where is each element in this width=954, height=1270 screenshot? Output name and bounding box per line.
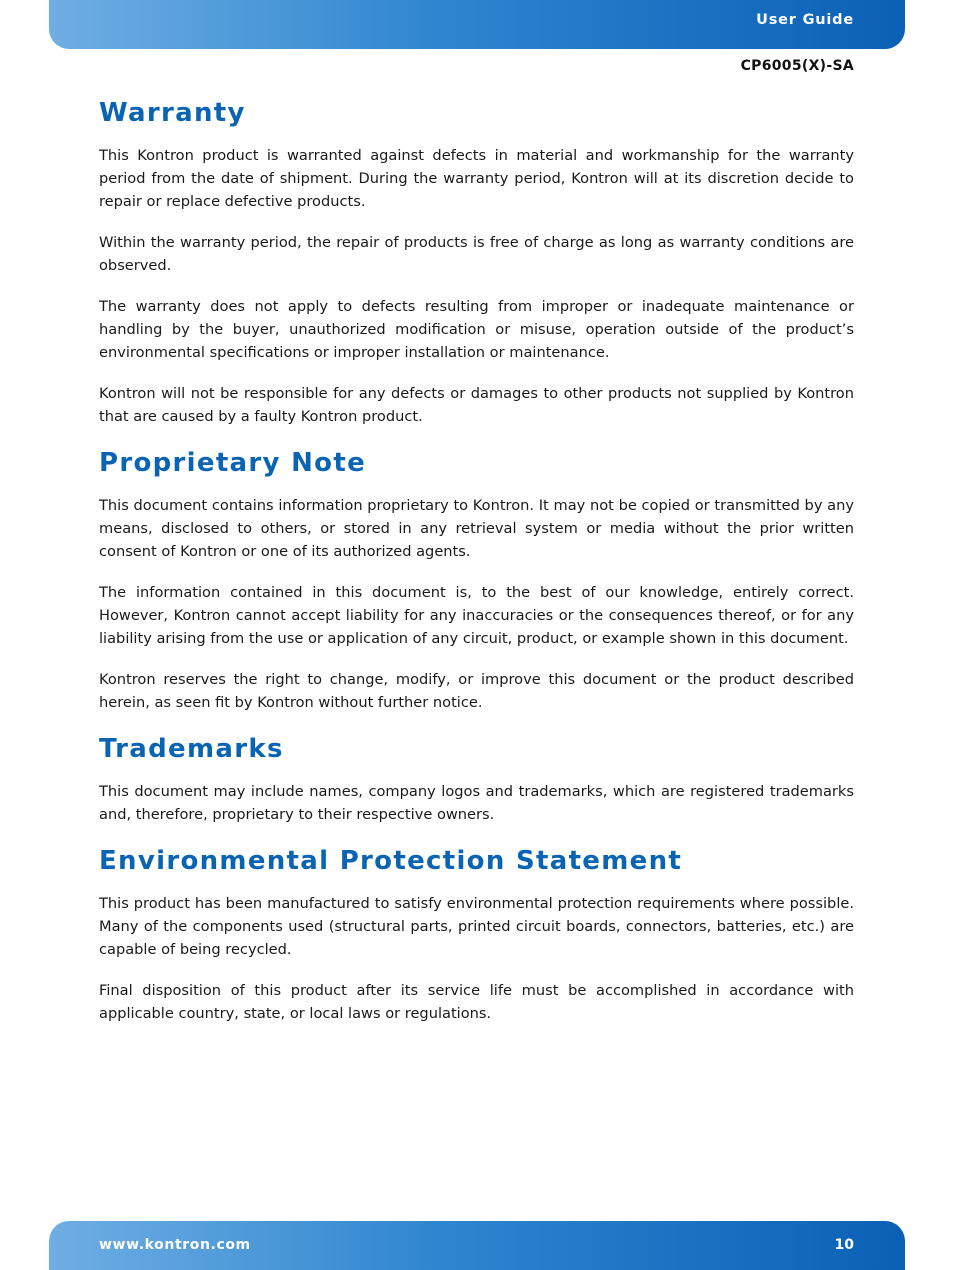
paragraph: Within the warranty period, the repair of products is free of charge as long as warranty conditions are observed.: [99, 234, 854, 274]
section-title: Trademarks: [99, 734, 284, 764]
section-title: Warranty: [99, 98, 246, 128]
header-title: User Guide: [756, 12, 854, 28]
paragraph: This document may include names, company logos and trademarks, which are registered trademarks and, therefore, proprietary to their respective owners.: [99, 783, 854, 823]
footer-bar: [49, 1221, 905, 1270]
document-id: CP6005(X)-SA: [740, 58, 854, 74]
header-bar: [49, 0, 905, 49]
page-content: [99, 96, 854, 1043]
section-environmental-protection: [99, 844, 854, 1025]
footer-website-link[interactable]: www.kontron.com: [99, 1237, 251, 1253]
paragraph: Kontron will not be responsible for any defects or damages to other products not supplied by Kontron that are caused by a faulty Kontron product.: [99, 385, 854, 425]
paragraph: Kontron reserves the right to change, modify, or improve this document or the product described herein, as seen fit by Kontron without further notice.: [99, 671, 854, 711]
paragraph: This Kontron product is warranted against defects in material and workmanship for the warranty period from the date of shipment. During the warranty period, Kontron will at its discretion decide to repair or replace defective products.: [99, 147, 854, 210]
paragraph: This product has been manufactured to satisfy environmental protection requirements where possible. Many of the components used (structural parts, printed circuit boards, connectors, batteries, etc.) are capable of being recycled.: [99, 895, 854, 958]
paragraph: This document contains information proprietary to Kontron. It may not be copied or transmitted by any means, disclosed to others, or stored in any retrieval system or media without the prior written consent of Kontron or one of its authorized agents.: [99, 497, 854, 560]
paragraph: The information contained in this document is, to the best of our knowledge, entirely correct. However, Kontron cannot accept liability for any inaccuracies or the consequences thereof, or for any liability arising from the use or application of any circuit, product, or example shown in this document.: [99, 584, 854, 647]
section-title: Proprietary Note: [99, 448, 366, 478]
page-number: 10: [834, 1237, 854, 1253]
section-warranty: [99, 96, 854, 428]
paragraph: Final disposition of this product after its service life must be accomplished in accordance with applicable country, state, or local laws or regulations.: [99, 982, 854, 1022]
section-trademarks: [99, 732, 854, 826]
section-proprietary-note: [99, 446, 854, 714]
section-title: Environmental Protection Statement: [99, 846, 683, 876]
paragraph: The warranty does not apply to defects resulting from improper or inadequate maintenance or handling by the buyer, unauthorized modification or misuse, operation outside of the product’s environmental specifications or improper installation or maintenance.: [99, 298, 854, 361]
